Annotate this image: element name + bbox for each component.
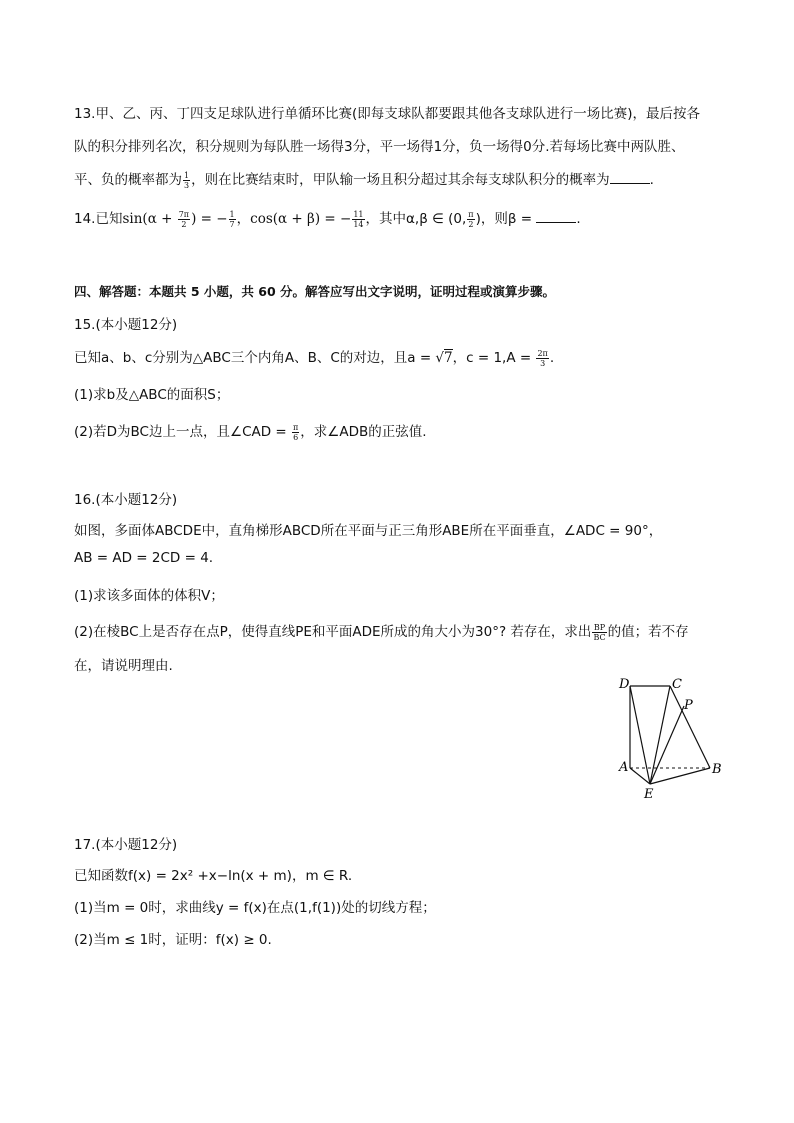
q14-frac3-den: 14 (353, 219, 364, 229)
q14-frac4-den: 2 (468, 219, 474, 229)
q15-header: 15.(本小题12分) (74, 317, 178, 333)
q13-line2: 队的积分排列名次，积分规则为每队胜一场得3分，平一场得1分，负一场得0分.若每场比赛中两队胜、 (74, 139, 685, 155)
section-4-heading: 四、解答题：本题共 5 小题，共 60 分。解答应写出文字说明，证明过程或演算步骤。 (74, 284, 556, 299)
q15-stem-a: 已知a、b、c分别为△ABC三个内角A、B、C的对边，且a = √ (74, 350, 445, 366)
polyhedron-diagram (612, 672, 732, 804)
q17-stem: 已知函数f(x) = 2x² +x−ln(x + m)，m ∈ R. (74, 868, 353, 884)
q14-frac2-den: 7 (229, 219, 235, 229)
polyhedron-figure (612, 672, 732, 808)
label-D: D (619, 677, 630, 692)
q15-part2-fraction (292, 423, 299, 442)
q14-sin: sin(α + (122, 211, 177, 227)
q13-frac-den: 3 (184, 180, 190, 190)
q16-part2-a: (2)在棱BC上是否存在点P，使得直线PE和平面ADE所成的角大小为30°? 若存在，求出 (74, 624, 592, 640)
q15-stem (74, 346, 554, 368)
q16-part2-line2: 在，请说明理由. (74, 658, 173, 674)
q14-frac4 (467, 210, 474, 229)
q14-frac3-num: 11 (353, 209, 364, 219)
q17-header: 17.(本小题12分) (74, 837, 178, 853)
q13-frac-num: 1 (184, 170, 190, 180)
q15-part2-a: (2)若D为BC边上一点，且∠CAD = (74, 424, 292, 440)
q15-angle-fraction (536, 349, 548, 368)
label-A: A (619, 760, 629, 775)
q17-part1: (1)当m = 0时，求曲线y = f(x)在点(1,f(1))处的切线方程； (74, 900, 436, 916)
q13-line1: 13.甲、乙、丙、丁四支足球队进行单循环比赛(即每支球队都要跟其他各支球队进行一场比赛)，最后按各 (74, 106, 701, 122)
q14-answer-blank[interactable] (536, 211, 576, 223)
edge-DE (630, 686, 650, 784)
q14-end2: . (576, 211, 581, 227)
q14-eq1: ) = − (191, 211, 228, 227)
segment-PE (650, 706, 684, 784)
q16-stem-line1: 如图，多面体ABCDE中，直角梯形ABCD所在平面与正三角形ABE所在平面垂直，∠ADC = 90°， (74, 523, 663, 539)
q16-frac-den: BC (593, 632, 606, 642)
q14-frac1-num: 7π (178, 209, 190, 219)
q14-frac4-num: π (468, 209, 474, 219)
q16-part1: (1)求该多面体的体积V； (74, 588, 224, 604)
q16-ratio-fraction (592, 623, 606, 642)
q14-mid: ，其中α,β ∈ (0, (365, 211, 467, 227)
q15-part1: (1)求b及△ABC的面积S； (74, 387, 230, 403)
label-E: E (644, 787, 654, 802)
q14-cos: ，cos(α + β) = − (236, 211, 352, 227)
q15-stem-end: . (549, 350, 555, 366)
q15-stem-b: ，c = 1,A = (452, 350, 536, 366)
q15-frac-den: 3 (540, 358, 546, 368)
q15-stem-radicand: 7 (444, 350, 453, 366)
q13-line3-end: . (649, 172, 654, 188)
q15-part2 (74, 420, 427, 442)
q13-line3-text-a: 平、负的概率都为 (74, 172, 182, 188)
q15-p2-frac-num: π (293, 422, 299, 432)
label-C: C (672, 677, 682, 692)
q14-frac3 (352, 210, 364, 229)
q13-line3-text-b: ，则在比赛结束时，甲队输一场且积分超过其余每支球队积分的概率为 (191, 172, 610, 188)
q15-p2-frac-den: 6 (293, 432, 299, 442)
q14-frac1-den: 2 (181, 219, 187, 229)
q14-end1: )，则β = (475, 211, 537, 227)
q14-frac2 (229, 210, 236, 229)
q16-part2 (74, 620, 689, 642)
q15-frac-num: 2π (537, 348, 548, 358)
q16-header: 16.(本小题12分) (74, 492, 178, 508)
q16-part2-b: 的值；若不存 (607, 624, 689, 640)
q13-line3 (74, 168, 654, 190)
q16-stem-line2: AB = AD = 2CD = 4. (74, 550, 214, 566)
q13-probability-fraction (183, 171, 190, 190)
edge-CE (650, 686, 670, 784)
q16-frac-num: BP (593, 622, 606, 632)
q13-answer-blank[interactable] (610, 172, 650, 184)
q14-prefix: 14.已知 (74, 211, 123, 227)
q15-part2-b: ，求∠ADB的正弦值. (300, 424, 427, 440)
q14-frac1 (178, 210, 190, 229)
edge-BE (650, 768, 710, 784)
label-B: B (712, 762, 722, 777)
label-P: P (684, 698, 693, 713)
q14-frac2-num: 1 (229, 209, 235, 219)
q17-part2: (2)当m ≤ 1时，证明：f(x) ≥ 0. (74, 932, 272, 948)
q14-line (74, 207, 581, 229)
